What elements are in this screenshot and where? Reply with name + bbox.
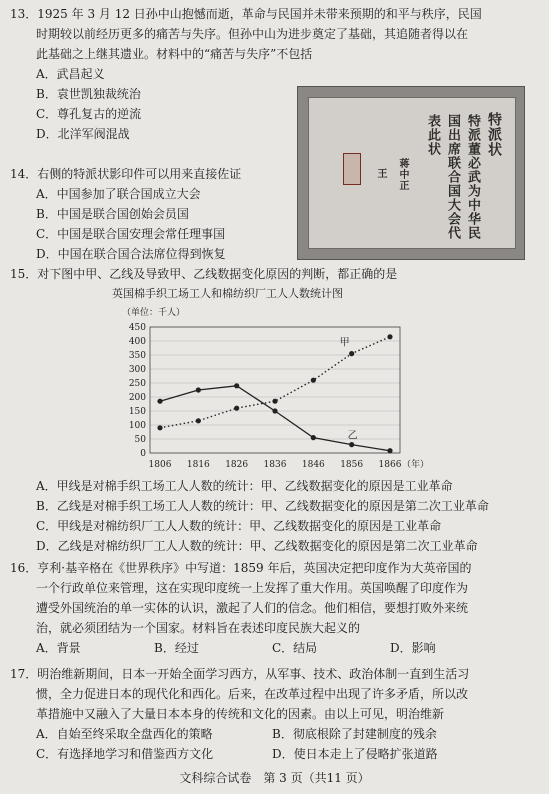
q13-stem-line: 此基础之上继其遗业。材料中的“痛苦与失序”不包括 — [36, 47, 313, 61]
question-16 — [10, 558, 538, 658]
y-tick-label: 300 — [128, 365, 146, 375]
chart-title: 英国棉手织工场工人和棉纺织厂工人人数统计图 — [112, 287, 343, 300]
q16-option-d: D．影响 — [390, 641, 436, 655]
q15-option-a: A．甲线是对棉手织工场工人人数的统计：甲、乙线数据变化的原因是工业革命 — [36, 479, 453, 493]
q15-option-c: C．甲线是对棉纺织厂工人人数的统计：甲、乙线数据变化的原因是工业革命 — [36, 519, 442, 533]
photo-title: 特派状 — [486, 112, 502, 157]
q17-option-a: A．自始至终采取全盘西化的策略 — [36, 727, 213, 741]
data-point — [196, 418, 201, 423]
plot-frame — [150, 327, 400, 453]
y-tick-label: 400 — [128, 337, 146, 347]
x-tick-label: 1856 — [340, 460, 364, 470]
q17-options-row-2 — [10, 744, 538, 764]
line-chart-svg — [90, 305, 430, 470]
seal-stamp-icon — [343, 153, 361, 185]
data-point — [157, 425, 162, 430]
series-line-甲 — [160, 337, 390, 428]
y-tick-label: 350 — [128, 351, 146, 361]
x-tick-label: 1816 — [186, 460, 210, 470]
q17-options-row-1 — [10, 724, 538, 744]
question-17 — [10, 664, 538, 764]
question-14 — [10, 164, 300, 264]
y-tick-label: 50 — [134, 435, 146, 445]
data-point — [349, 442, 354, 447]
y-tick-label: 250 — [128, 379, 146, 389]
q17-stem-line: 革措施中又融入了大量日本本身的传统和文化的因素。由以上可见，明治维新 — [36, 707, 445, 721]
data-point — [234, 406, 239, 411]
x-tick-label: 1836 — [263, 460, 287, 470]
photo-text-col: 表此状 — [425, 114, 440, 156]
y-tick-label: 100 — [128, 421, 146, 431]
q15-options — [10, 476, 538, 556]
y-tick-label: 200 — [128, 393, 146, 403]
q17-stem-line: 惯，全力促进日本的现代化和西化。后来，在改革过程中出现了许多矛盾，所以改 — [36, 687, 469, 701]
data-point — [234, 383, 239, 388]
data-point — [272, 399, 277, 404]
y-tick-label: 450 — [128, 323, 146, 333]
q16-stem-line: 一个行政单位来管理，这在实现印度统一上发挥了重大作用。英国唤醒了印度作为 — [36, 581, 469, 595]
x-tick-label: 1806 — [148, 460, 172, 470]
photo-text-col: 特派董必武为中华民 — [465, 114, 480, 240]
q16-stem-line: 治，就必须团结为一个国家。材料旨在表述印度民族大起义的 — [36, 621, 361, 635]
q14-stem-line: 14．右侧的特派状影印件可以用来直接佐证 — [10, 167, 242, 181]
series-label: 甲 — [339, 337, 350, 349]
chart — [90, 305, 430, 470]
q17-option-c: C．有选择地学习和借鉴西方文化 — [36, 747, 214, 761]
q13-option-a: A．武昌起义 — [36, 67, 105, 81]
q17-stem-line: 17．明治维新期间，日本一开始全面学习西方，从军事、技术、政治体制一直到生活习 — [10, 667, 470, 681]
q15-option-b: B．乙线是对棉手织工场工人人数的统计：甲、乙线数据变化的原因是第二次工业革命 — [36, 499, 489, 513]
x-tick-label: 1846 — [301, 460, 325, 470]
series-label: 乙 — [347, 430, 358, 442]
page-footer: 文科综合试卷 第 3 页（共11 页） — [179, 771, 370, 785]
q13-option-d: D．北洋军阀混战 — [36, 127, 130, 141]
q13-stem-line: 时期较以前经历更多的痛苦与失序。但孙中山为进步奠定了基础，其追随者得以在 — [36, 27, 469, 41]
q16-option-c: C．结局 — [272, 641, 318, 655]
photo-signature: 蒋中正 — [397, 158, 408, 191]
data-point — [311, 378, 316, 383]
q16-option-b: B．经过 — [154, 641, 199, 655]
q16-options-row — [10, 638, 538, 658]
x-tick-label: 1866 — [378, 460, 402, 470]
q14-option-b: B．中国是联合国创始会员国 — [36, 207, 189, 221]
q16-option-a: A．背景 — [36, 641, 81, 655]
y-axis-label: （单位：千人） — [122, 308, 186, 318]
data-point — [311, 435, 316, 440]
data-point — [387, 334, 392, 339]
special-appointment-photo — [297, 86, 525, 260]
y-tick-label: 0 — [140, 449, 146, 459]
question-15 — [10, 264, 538, 284]
data-point — [349, 351, 354, 356]
q15-option-d: D．乙线是对棉纺织厂工人人数的统计：甲、乙线数据变化的原因是第二次工业革命 — [36, 539, 478, 553]
photo-text-col: 国出席联合国大会代 — [445, 114, 460, 240]
q15-stem-line: 15．对下图中甲、乙线及导致甲、乙线数据变化原因的判断，都正确的是 — [10, 267, 398, 281]
photo-signature-2: 王 — [375, 168, 386, 179]
data-point — [387, 448, 392, 453]
q16-stem-line: 遭受外国统治的单一实体的认识，激起了人们的信念。他们相信，要想打败外来统 — [36, 601, 469, 615]
q14-option-a: A．中国参加了联合国成立大会 — [36, 187, 201, 201]
data-point — [196, 387, 201, 392]
x-axis-unit: （年） — [402, 460, 430, 470]
q17-option-b: B．彻底根除了封建制度的残余 — [272, 727, 437, 741]
q17-option-d: D．使日本走上了侵略扩张道路 — [272, 747, 438, 761]
q13-option-c: C．尊孔复古的逆流 — [36, 107, 142, 121]
q14-option-c: C．中国是联合国安理会常任理事国 — [36, 227, 226, 241]
x-tick-label: 1826 — [225, 460, 249, 470]
q16-stem-line: 16．亨利·基辛格在《世界秩序》中写道：1859 年后，英国决定把印度作为大英帝国的 — [10, 561, 472, 575]
q13-option-b: B．袁世凯独裁统治 — [36, 87, 141, 101]
y-tick-label: 150 — [128, 407, 146, 417]
appointment-document — [308, 97, 516, 249]
data-point — [272, 408, 277, 413]
data-point — [157, 399, 162, 404]
q14-option-d: D．中国在联合国合法席位得到恢复 — [36, 247, 226, 261]
q13-stem-line: 13．1925 年 3 月 12 日孙中山抱憾而逝，革命与民国并未带来预期的和平与秩序，民国 — [10, 7, 482, 21]
